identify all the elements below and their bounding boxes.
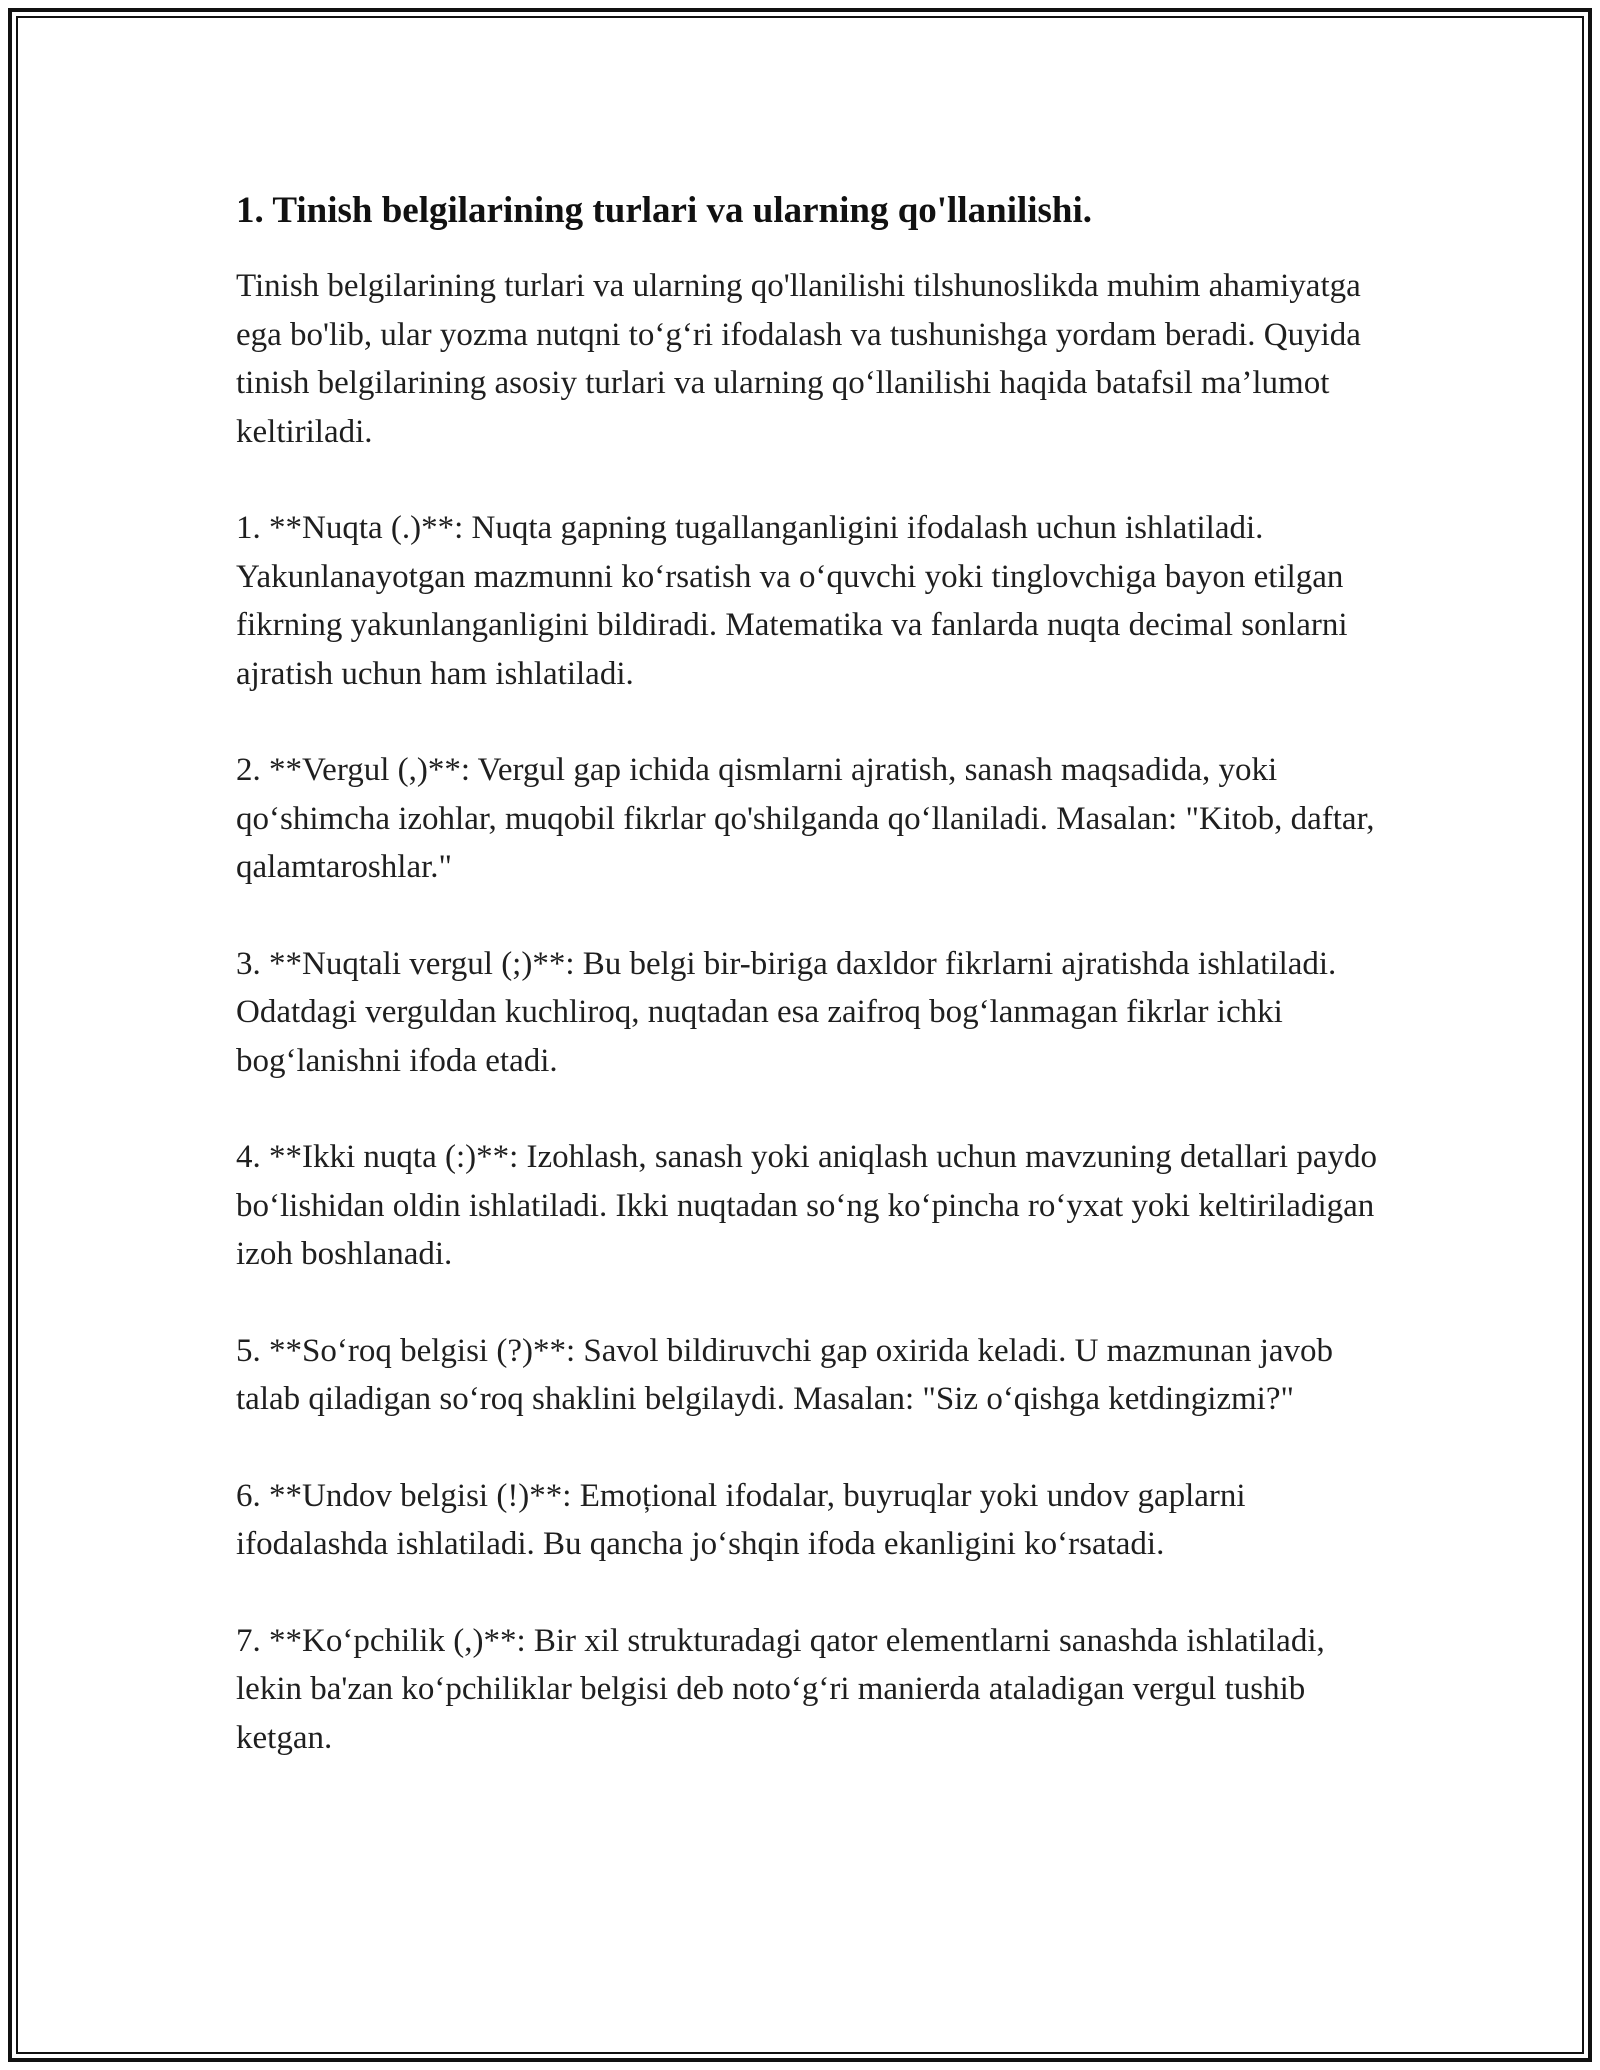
intro-paragraph: Tinish belgilarining turlari va ularning qo'llanilishi tilshunoslikda muhim ahamiyatga ega bo'lib, ular yozma nutqni to‘g‘ri ifodalash va tushunishga yordam beradi. Quyida tinish belgilarining asosiy turlari va ularning qo‘llanilishi haqida batafsil ma’lumot keltiriladi. [236,268,1361,450]
section-heading: 1. Tinish belgilarining turlari va ularning qo'llanilishi. [236,190,1093,231]
list-item-soroq-belgisi: 5. **So‘roq belgisi (?)**: Savol bildiruvchi gap oxirida keladi. U mazmunan javob talab qiladigan so‘roq shaklini belgilaydi. Masalan: "Siz o‘qishga ketdingizmi?" [236,1332,1334,1417]
list-item-kopchilik: 7. **Ko‘pchilik (,)**: Bir xil strukturadagi qator elementlarni sanashda ishlatiladi, lekin ba'zan ko‘pchiliklar belgisi deb noto‘g‘ri manierda ataladigan vergul tushib ketgan. [236,1622,1325,1756]
list-item-ikki-nuqta: 4. **Ikki nuqta (:)**: Izohlash, sanash yoki aniqlash uchun mavzuning detallari paydo bo‘lishidan oldin ishlatiladi. Ikki nuqtadan so‘ng ko‘pincha ro‘yxat yoki keltiriladigan izoh boshlanadi. [236,1139,1377,1272]
list-item-undov-belgisi: 6. **Undov belgisi (!)**: Emoțional ifodalar, buyruqlar yoki undov gaplarni ifodalashda ishlatiladi. Bu qancha jo‘shqin ifoda ekanligini ko‘rsatadi. [236,1477,1246,1562]
document-body [236,186,1386,1762]
list-item-nuqta: 1. **Nuqta (.)**: Nuqta gapning tugallanganligini ifodalash uchun ishlatiladi. Yakunlanayotgan mazmunni ko‘rsatish va o‘quvchi yoki tinglovchiga bayon etilgan fikrning yakunlanganligini bildiradi. Matematika va fanlarda nuqta decimal sonlarni ajratish uchun ham ishlatiladi. [236,510,1348,692]
list-item-nuqtali-vergul: 3. **Nuqtali vergul (;)**: Bu belgi bir-biriga daxldor fikrlarni ajratishda ishlatiladi. Odatdagi verguldan kuchliroq, nuqtadan esa zaifroq bog‘lanmagan fikrlar ichki bog‘lanishni ifoda etadi. [236,945,1337,1079]
list-item-vergul: 2. **Vergul (,)**: Vergul gap ichida qismlarni ajratish, sanash maqsadida, yoki qo‘shimcha izohlar, muqobil fikrlar qo'shilganda qo‘llaniladi. Masalan: "Kitob, daftar, qalamtaroshlar." [236,752,1375,885]
